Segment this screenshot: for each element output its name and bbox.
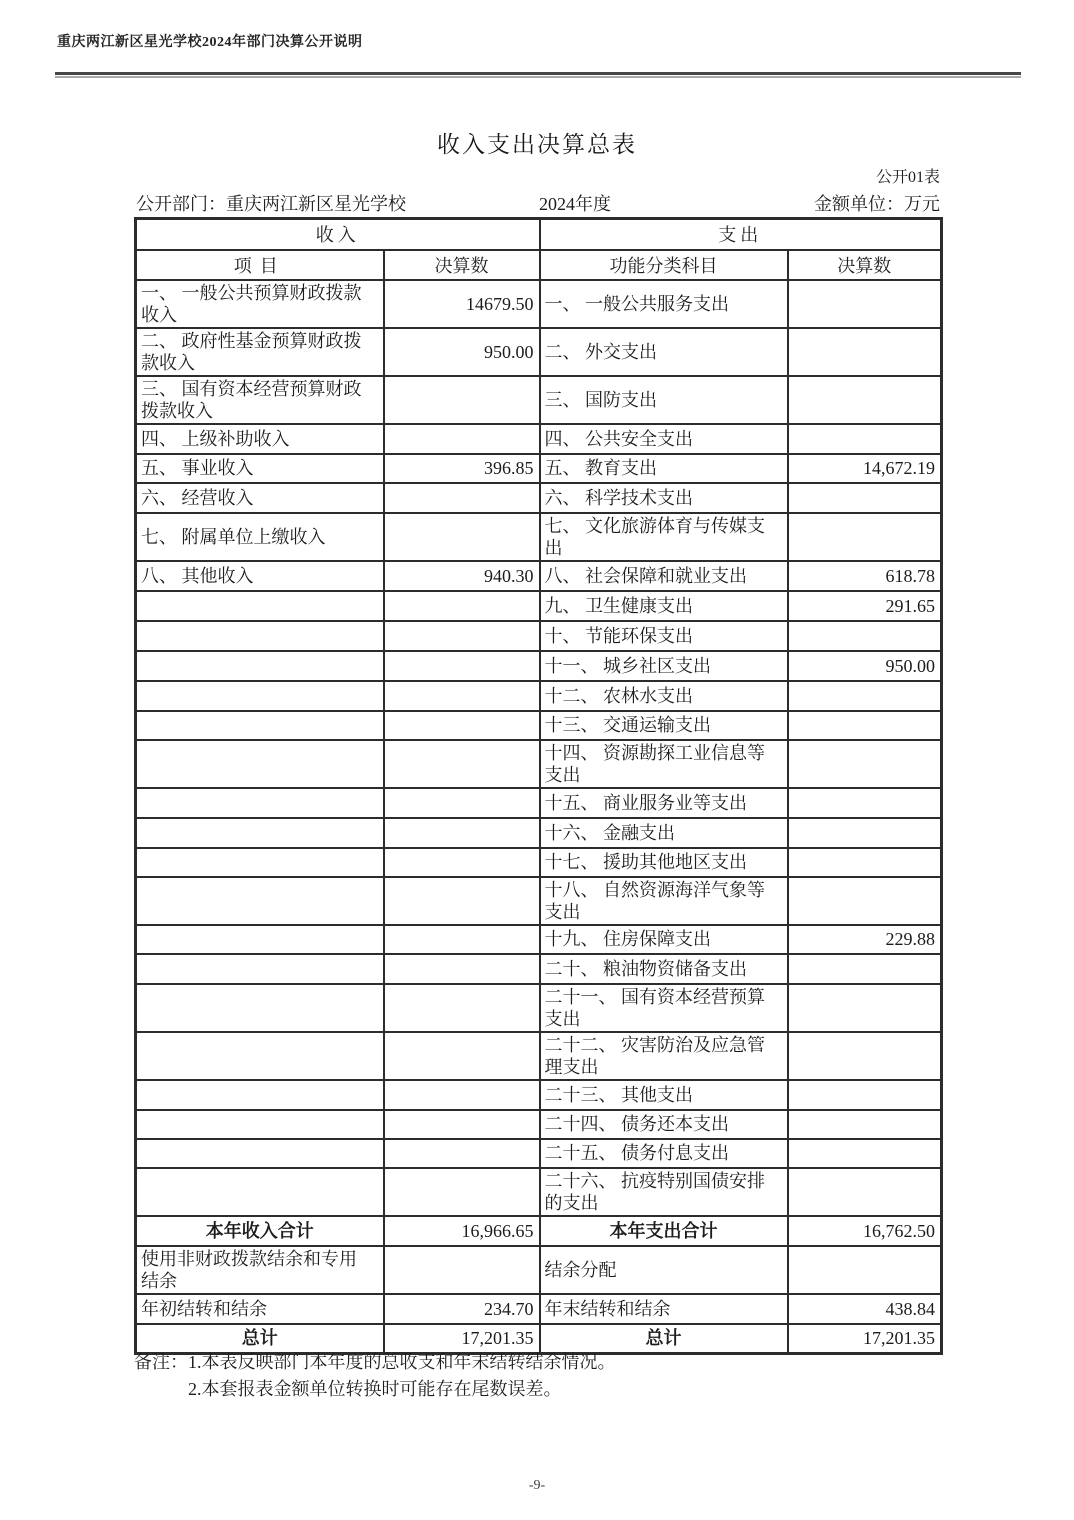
income-amount-column-header: 决算数 xyxy=(384,250,540,280)
expenditure-item-cell: 三、 国防支出 xyxy=(540,376,788,424)
income-item-cell: 年初结转和结余 xyxy=(136,1294,384,1324)
income-item-cell: 七、 附属单位上缴收入 xyxy=(136,513,384,561)
expenditure-amount-cell xyxy=(788,1032,942,1080)
table-row xyxy=(136,1139,942,1168)
accounts-table xyxy=(134,217,943,1355)
income-item-cell xyxy=(136,848,384,877)
column-header-row xyxy=(136,250,942,280)
expenditure-amount-cell xyxy=(788,376,942,424)
table-code: 公开01表 xyxy=(875,169,940,186)
expenditure-amount-cell xyxy=(788,711,942,740)
income-amount-cell xyxy=(384,591,540,621)
income-item-cell xyxy=(136,1139,384,1168)
expenditure-amount-cell xyxy=(788,1110,942,1139)
table-row xyxy=(136,925,942,954)
expenditure-amount-cell: 291.65 xyxy=(788,591,942,621)
table-row xyxy=(136,740,942,788)
expenditure-amount-cell xyxy=(788,424,942,454)
table-row xyxy=(136,591,942,621)
table-row xyxy=(136,954,942,984)
income-item-cell: 五、 事业收入 xyxy=(136,454,384,483)
income-amount-cell xyxy=(384,513,540,561)
meta-unit: 金额单位：万元 xyxy=(814,194,940,214)
page-number: -9- xyxy=(528,1478,546,1493)
income-item-cell: 二、 政府性基金预算财政拨款收入 xyxy=(136,328,384,376)
income-amount-cell xyxy=(384,681,540,711)
income-amount-cell xyxy=(384,1110,540,1139)
income-item-cell: 本年收入合计 xyxy=(136,1216,384,1246)
income-item-cell: 六、 经营收入 xyxy=(136,483,384,513)
expenditure-item-cell: 二十四、 债务还本支出 xyxy=(540,1110,788,1139)
income-item-cell: 三、 国有资本经营预算财政拨款收入 xyxy=(136,376,384,424)
income-amount-cell xyxy=(384,984,540,1032)
table-row xyxy=(136,1110,942,1139)
table-row xyxy=(136,280,942,328)
income-amount-cell: 234.70 xyxy=(384,1294,540,1324)
expenditure-item-cell: 五、 教育支出 xyxy=(540,454,788,483)
expenditure-amount-cell: 438.84 xyxy=(788,1294,942,1324)
meta-department: 公开部门：重庆两江新区星光学校 xyxy=(136,194,406,214)
income-item-cell xyxy=(136,591,384,621)
table-row xyxy=(136,328,942,376)
income-item-cell: 四、 上级补助收入 xyxy=(136,424,384,454)
income-amount-cell xyxy=(384,483,540,513)
income-amount-cell xyxy=(384,1246,540,1294)
summary-row xyxy=(136,1294,942,1324)
expenditure-amount-cell xyxy=(788,818,942,848)
expenditure-item-cell: 四、 公共安全支出 xyxy=(540,424,788,454)
expenditure-item-cell: 二十、 粮油物资储备支出 xyxy=(540,954,788,984)
table-row xyxy=(136,711,942,740)
income-item-cell xyxy=(136,925,384,954)
expenditure-section-header: 支出 xyxy=(540,219,942,250)
expenditure-item-cell: 十二、 农林水支出 xyxy=(540,681,788,711)
expenditure-amount-cell xyxy=(788,483,942,513)
income-amount-cell xyxy=(384,1168,540,1216)
income-item-cell xyxy=(136,984,384,1032)
table-row xyxy=(136,818,942,848)
income-amount-cell xyxy=(384,1032,540,1080)
income-item-cell xyxy=(136,954,384,984)
table-row xyxy=(136,454,942,483)
expenditure-amount-cell: 950.00 xyxy=(788,651,942,681)
income-amount-cell: 14679.50 xyxy=(384,280,540,328)
income-item-cell xyxy=(136,788,384,818)
expenditure-amount-cell xyxy=(788,984,942,1032)
expenditure-amount-cell: 14,672.19 xyxy=(788,454,942,483)
footnote-line-2: 2.本套报表金额单位转换时可能存在尾数误差。 xyxy=(188,1379,562,1399)
expenditure-item-column-header: 功能分类科目 xyxy=(540,250,788,280)
expenditure-item-cell: 六、 科学技术支出 xyxy=(540,483,788,513)
header-rule xyxy=(55,72,1021,78)
meta-year: 2024年度 xyxy=(539,194,611,214)
expenditure-amount-cell xyxy=(788,1168,942,1216)
summary-row xyxy=(136,1246,942,1294)
income-item-cell xyxy=(136,1032,384,1080)
expenditure-item-cell: 二十三、 其他支出 xyxy=(540,1080,788,1110)
income-amount-cell xyxy=(384,711,540,740)
table-body xyxy=(136,280,942,1354)
expenditure-amount-column-header: 决算数 xyxy=(788,250,942,280)
table-row xyxy=(136,376,942,424)
expenditure-amount-cell xyxy=(788,954,942,984)
expenditure-amount-cell xyxy=(788,740,942,788)
expenditure-item-cell: 本年支出合计 xyxy=(540,1216,788,1246)
expenditure-item-cell: 二十六、 抗疫特别国债安排的支出 xyxy=(540,1168,788,1216)
income-section-header: 收入 xyxy=(136,219,540,250)
table-row xyxy=(136,1168,942,1216)
income-amount-cell xyxy=(384,1139,540,1168)
expenditure-amount-cell: 229.88 xyxy=(788,925,942,954)
income-amount-cell: 16,966.65 xyxy=(384,1216,540,1246)
expenditure-amount-cell xyxy=(788,1080,942,1110)
income-item-cell xyxy=(136,711,384,740)
table-row xyxy=(136,984,942,1032)
section-header-row xyxy=(136,219,942,250)
expenditure-item-cell: 十七、 援助其他地区支出 xyxy=(540,848,788,877)
summary-row xyxy=(136,1216,942,1246)
table-row xyxy=(136,561,942,591)
income-amount-cell xyxy=(384,848,540,877)
expenditure-item-cell: 二十二、 灾害防治及应急管理支出 xyxy=(540,1032,788,1080)
income-item-cell xyxy=(136,1080,384,1110)
expenditure-amount-cell xyxy=(788,280,942,328)
table-row xyxy=(136,788,942,818)
income-amount-cell: 950.00 xyxy=(384,328,540,376)
expenditure-item-cell: 十六、 金融支出 xyxy=(540,818,788,848)
expenditure-amount-cell xyxy=(788,621,942,651)
expenditure-amount-cell xyxy=(788,848,942,877)
income-item-cell xyxy=(136,1110,384,1139)
expenditure-amount-cell xyxy=(788,877,942,925)
table-row xyxy=(136,1080,942,1110)
expenditure-item-cell: 二十一、 国有资本经营预算支出 xyxy=(540,984,788,1032)
expenditure-amount-cell: 17,201.35 xyxy=(788,1324,942,1354)
income-item-cell: 总计 xyxy=(136,1324,384,1354)
expenditure-item-cell: 结余分配 xyxy=(540,1246,788,1294)
footnotes xyxy=(134,1349,974,1403)
income-amount-cell xyxy=(384,877,540,925)
income-item-cell xyxy=(136,621,384,651)
expenditure-item-cell: 十八、 自然资源海洋气象等支出 xyxy=(540,877,788,925)
expenditure-item-cell: 二十五、 债务付息支出 xyxy=(540,1139,788,1168)
expenditure-item-cell: 八、 社会保障和就业支出 xyxy=(540,561,788,591)
table-row xyxy=(136,513,942,561)
expenditure-item-cell: 十一、 城乡社区支出 xyxy=(540,651,788,681)
income-amount-cell xyxy=(384,818,540,848)
expenditure-amount-cell xyxy=(788,513,942,561)
expenditure-amount-cell xyxy=(788,681,942,711)
expenditure-item-cell: 二、 外交支出 xyxy=(540,328,788,376)
income-amount-cell xyxy=(384,621,540,651)
expenditure-amount-cell: 16,762.50 xyxy=(788,1216,942,1246)
expenditure-item-cell: 年末结转和结余 xyxy=(540,1294,788,1324)
income-item-cell xyxy=(136,877,384,925)
income-amount-cell xyxy=(384,376,540,424)
income-amount-cell xyxy=(384,1080,540,1110)
meta-row xyxy=(134,190,940,214)
expenditure-amount-cell: 618.78 xyxy=(788,561,942,591)
income-item-cell xyxy=(136,1168,384,1216)
expenditure-item-cell: 十四、 资源勘探工业信息等支出 xyxy=(540,740,788,788)
income-amount-cell xyxy=(384,925,540,954)
expenditure-amount-cell xyxy=(788,1139,942,1168)
income-item-cell: 一、 一般公共预算财政拨款收入 xyxy=(136,280,384,328)
expenditure-item-cell: 总计 xyxy=(540,1324,788,1354)
expenditure-amount-cell xyxy=(788,788,942,818)
income-amount-cell xyxy=(384,954,540,984)
expenditure-amount-cell xyxy=(788,1246,942,1294)
income-item-cell xyxy=(136,740,384,788)
page-title: 收入支出决算总表 xyxy=(437,132,637,157)
income-item-cell: 八、 其他收入 xyxy=(136,561,384,591)
income-item-cell xyxy=(136,681,384,711)
income-amount-cell xyxy=(384,740,540,788)
header-note: 重庆两江新区星光学校2024年部门决算公开说明 xyxy=(57,35,363,50)
table-row xyxy=(136,681,942,711)
income-item-column-header: 项目 xyxy=(136,250,384,280)
income-item-cell xyxy=(136,651,384,681)
income-item-cell xyxy=(136,818,384,848)
expenditure-item-cell: 十五、 商业服务业等支出 xyxy=(540,788,788,818)
expenditure-item-cell: 七、 文化旅游体育与传媒支出 xyxy=(540,513,788,561)
expenditure-item-cell: 十九、 住房保障支出 xyxy=(540,925,788,954)
table-row xyxy=(136,877,942,925)
income-item-cell: 使用非财政拨款结余和专用结余 xyxy=(136,1246,384,1294)
table-row xyxy=(136,848,942,877)
expenditure-amount-cell xyxy=(788,328,942,376)
income-amount-cell xyxy=(384,651,540,681)
income-amount-cell: 17,201.35 xyxy=(384,1324,540,1354)
expenditure-item-cell: 九、 卫生健康支出 xyxy=(540,591,788,621)
footnote-line-1: 备注：1.本表反映部门本年度的总收支和年末结转结余情况。 xyxy=(134,1352,616,1372)
table-row xyxy=(136,1032,942,1080)
income-amount-cell xyxy=(384,424,540,454)
income-amount-cell xyxy=(384,788,540,818)
table-row xyxy=(136,424,942,454)
table-row xyxy=(136,621,942,651)
expenditure-item-cell: 十、 节能环保支出 xyxy=(540,621,788,651)
income-amount-cell: 396.85 xyxy=(384,454,540,483)
income-amount-cell: 940.30 xyxy=(384,561,540,591)
table-row xyxy=(136,483,942,513)
table-row xyxy=(136,651,942,681)
expenditure-item-cell: 一、 一般公共服务支出 xyxy=(540,280,788,328)
expenditure-item-cell: 十三、 交通运输支出 xyxy=(540,711,788,740)
